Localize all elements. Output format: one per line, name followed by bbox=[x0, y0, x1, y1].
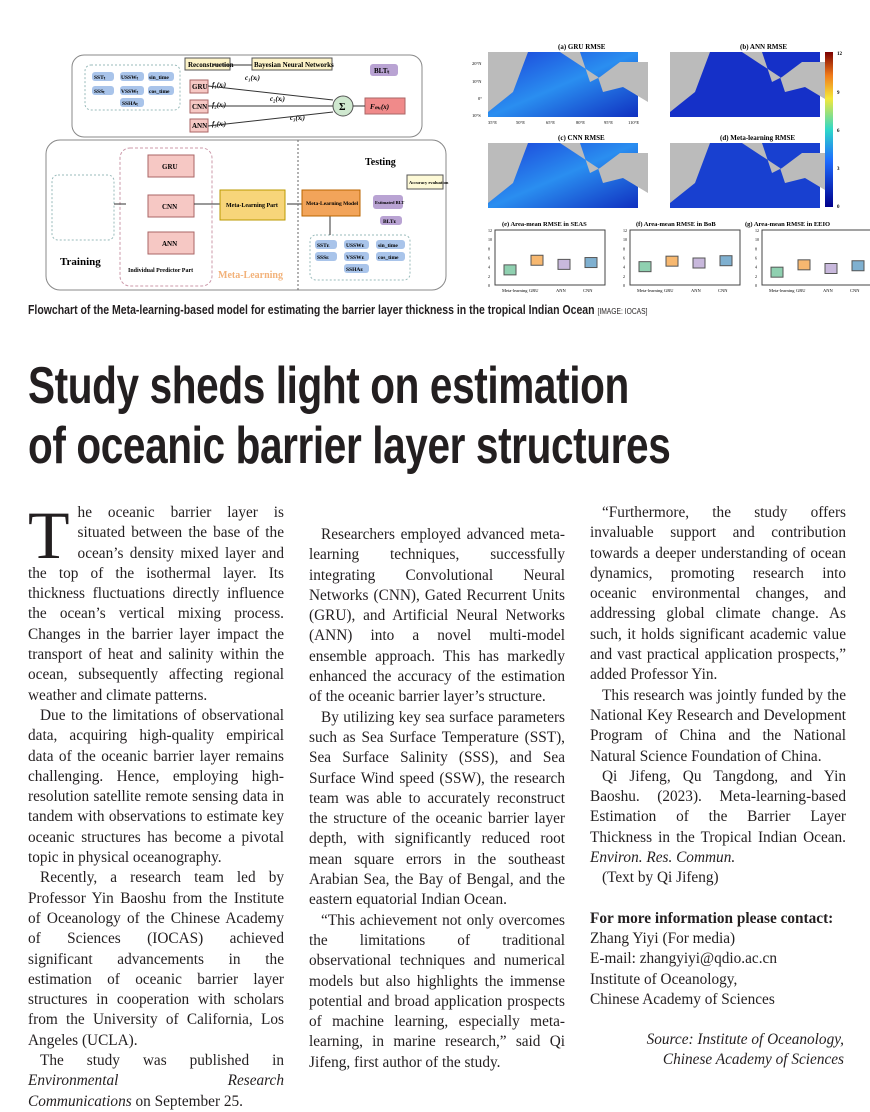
flowchart bbox=[46, 55, 449, 290]
boxplot-category: GRU bbox=[796, 288, 806, 293]
boxplot-category: GRU bbox=[529, 288, 539, 293]
boxplot-box bbox=[531, 255, 543, 265]
boxplot-ytick: 8 bbox=[488, 246, 490, 252]
boxplot-category: Meta-learning bbox=[769, 288, 795, 293]
journal-name: Environmental Research Communications bbox=[28, 1072, 284, 1110]
boxplot-category: CNN bbox=[718, 288, 728, 293]
svg-text:9: 9 bbox=[837, 91, 840, 96]
svg-text:(a) GRU RMSE: (a) GRU RMSE bbox=[558, 43, 606, 51]
svg-text:20°N: 20°N bbox=[472, 61, 482, 66]
svg-text:Training: Training bbox=[60, 256, 101, 268]
svg-text:USSWₜ: USSWₜ bbox=[121, 75, 139, 81]
rmse-maps bbox=[472, 43, 870, 293]
svg-text:VSSWₜ: VSSWₜ bbox=[121, 89, 139, 95]
paragraph: Due to the limitations of observational data, acquiring high-quality empirical data of the oceanic barrier layer remains challenging. Hence, employing high-resolution satellite remote sensing data in tandem with observations to estimate key oceanic structures has become a pivotal topic in physical oceanography. bbox=[28, 706, 284, 867]
input-vssw-e: VSSWᴇ bbox=[346, 255, 365, 261]
input-sss-e: SSSᴇ bbox=[317, 255, 329, 261]
contact-org-2: Chinese Academy of Sciences bbox=[590, 990, 775, 1008]
paragraph: Recently, a research team led by Professor Yin Baoshu from the Institute of Oceanology of the Chinese Academy of Sciences (IOCAS) achieved significant advancements in the estimation of oceanic barrier layer structures in cooperation with scholars from the University of California, Los Angeles (UCLA). bbox=[28, 869, 284, 1049]
image-credit: [IMAGE: IOCAS] bbox=[597, 307, 648, 316]
boxplot-category: ANN bbox=[691, 288, 701, 293]
svg-text:0: 0 bbox=[837, 205, 840, 210]
svg-text:(c) CNN RMSE: (c) CNN RMSE bbox=[558, 134, 605, 142]
boxplot-box bbox=[639, 262, 651, 272]
svg-text:Estimated BLT: Estimated BLT bbox=[375, 200, 405, 205]
svg-text:(e) Area-mean RMSE in SEAS: (e) Area-mean RMSE in SEAS bbox=[502, 221, 587, 228]
boxplot-ytick: 12 bbox=[755, 228, 759, 233]
svg-text:CNN: CNN bbox=[162, 203, 178, 211]
svg-text:GRU: GRU bbox=[192, 83, 208, 91]
boxplot-ytick: 6 bbox=[488, 255, 490, 261]
drop-cap: T bbox=[28, 497, 70, 573]
svg-text:(f) Area-mean RMSE in BoB: (f) Area-mean RMSE in BoB bbox=[636, 221, 716, 228]
figure-caption bbox=[28, 303, 648, 317]
boxplot-category: ANN bbox=[823, 288, 833, 293]
svg-text:6: 6 bbox=[837, 129, 840, 134]
article-column-3 bbox=[590, 503, 846, 1010]
svg-text:SSHAₜ: SSHAₜ bbox=[122, 101, 138, 107]
source-credit: Source: Institute of Oceanology, Chinese Academy of Sciences bbox=[646, 1031, 844, 1069]
boxplot-ytick: 0 bbox=[488, 283, 490, 288]
boxplot-ytick: 2 bbox=[755, 273, 757, 279]
headline-line-2: of oceanic barrier layer structures bbox=[28, 417, 671, 475]
svg-text:(b) ANN RMSE: (b) ANN RMSE bbox=[740, 43, 788, 51]
contact-org: Institute of Oceanology, bbox=[590, 970, 738, 988]
boxplot-category: CNN bbox=[850, 288, 860, 293]
boxplot-category: ANN bbox=[556, 288, 566, 293]
boxplot-box bbox=[666, 256, 678, 266]
paragraph: “Furthermore, the study offers invaluable support and contribution towards a deeper understanding of ocean dynamics, promoting research into oceanic environmental changes, and addressing global climate change. As such, it holds significant academic value and vast practical application prospects,” added Professor Yin. bbox=[590, 504, 846, 684]
caption-text: Flowchart of the Meta-learning-based model for estimating the barrier layer thickness in the tropical Indian Ocean bbox=[28, 303, 595, 317]
svg-text:c₃(xᵢ): c₃(xᵢ) bbox=[290, 114, 305, 122]
svg-text:ANN: ANN bbox=[162, 240, 178, 248]
svg-text:3: 3 bbox=[837, 167, 840, 172]
svg-text:f₂(xᵢ): f₂(xᵢ) bbox=[212, 101, 227, 109]
journal-abbrev: Environ. Res. Commun. bbox=[590, 849, 736, 867]
boxplot-ytick: 2 bbox=[623, 273, 625, 279]
svg-text:(g) Area-mean RMSE in EEIO: (g) Area-mean RMSE in EEIO bbox=[745, 221, 831, 228]
boxplot-box bbox=[825, 264, 837, 274]
svg-text:c₁(xᵢ): c₁(xᵢ) bbox=[245, 74, 260, 82]
boxplot-ytick: 12 bbox=[623, 228, 627, 233]
input-ssha-e: SSHAᴇ bbox=[346, 267, 364, 273]
boxplot-box bbox=[852, 261, 864, 271]
paragraph: The study was published in Environmental Research Communications on September 25. bbox=[28, 1052, 284, 1110]
svg-text:c₂(xᵢ): c₂(xᵢ) bbox=[270, 95, 285, 103]
svg-text:Σ: Σ bbox=[339, 102, 346, 113]
svg-text:Reconstruction: Reconstruction bbox=[188, 61, 234, 69]
paragraph: Qi Jifeng, Qu Tangdong, and Yin Baoshu. (2023). Meta-learning-based Estimation of the Barrier Layer Thickness in the Tropical Indian Ocean. Environ. Res. Commun. bbox=[590, 767, 846, 867]
boxplot-box bbox=[504, 265, 516, 275]
article-column-2 bbox=[309, 525, 565, 1073]
boxplot-ytick: 8 bbox=[623, 246, 625, 252]
input-cos-time-e: cos_time bbox=[378, 255, 399, 261]
boxplot-ytick: 4 bbox=[755, 264, 757, 270]
boxplot-box bbox=[585, 258, 597, 268]
svg-text:ANN: ANN bbox=[192, 122, 208, 130]
svg-text:12: 12 bbox=[837, 52, 842, 57]
paragraph: This research was jointly funded by the National Key Research and Development Program of China and the National Natural Science Foundation of China. bbox=[590, 686, 846, 765]
svg-text:Meta-Learning Part: Meta-Learning Part bbox=[226, 203, 278, 209]
svg-text:Bayesian Neural Networks: Bayesian Neural Networks bbox=[254, 61, 334, 69]
boxplot-ytick: 6 bbox=[623, 255, 625, 261]
headline-line-1: Study sheds light on estimation bbox=[28, 357, 629, 415]
svg-text:Accuracy evaluation: Accuracy evaluation bbox=[409, 180, 449, 185]
boxplot-category: Meta-learning bbox=[502, 288, 528, 293]
svg-text:f₃(xᵢ): f₃(xᵢ) bbox=[212, 120, 227, 128]
boxplot-ytick: 4 bbox=[488, 264, 490, 270]
boxplot-category: GRU bbox=[664, 288, 674, 293]
paragraph: Researchers employed advanced meta-learning techniques, successfully integrating Convolutional Neural Networks (CNN), Gated Recurrent Units (GRU), and Artificial Neural Networks (ANN) into a novel multi-model ensemble approach. This has markedly enhanced the accuracy of the estimation of the oceanic barrier layer’s structure. bbox=[309, 526, 565, 706]
boxplot-ytick: 4 bbox=[623, 264, 625, 270]
paragraph: By utilizing key sea surface parameters such as Sea Surface Temperature (SST), Sea Surface Salinity (SSS), and Sea Surface Wind speed (SSW), the research team was able to accurately reconstruct the structure of the oceanic barrier layer depth, with significantly reduced root mean square errors in the southeast Arabian Sea, the Bay of Bengal, and the eastern equatorial Indian Ocean. bbox=[309, 708, 565, 909]
svg-text:10°N: 10°N bbox=[472, 79, 482, 84]
svg-text:(d) Meta-learning RMSE: (d) Meta-learning RMSE bbox=[720, 134, 796, 142]
boxplot-ytick: 8 bbox=[755, 246, 757, 252]
svg-text:10°S: 10°S bbox=[472, 113, 481, 118]
text-credit: (Text by Qi Jifeng) bbox=[602, 869, 719, 887]
contact-block bbox=[590, 909, 846, 1010]
contact-name: Zhang Yiyi (For media) bbox=[590, 929, 736, 947]
svg-text:Meta-Learning Model: Meta-Learning Model bbox=[306, 201, 359, 207]
svg-text:GRU: GRU bbox=[162, 163, 178, 171]
svg-text:SSSₜ: SSSₜ bbox=[94, 89, 105, 95]
svg-text:sin_time: sin_time bbox=[149, 75, 169, 81]
headline bbox=[28, 356, 670, 476]
svg-text:cos_time: cos_time bbox=[149, 89, 170, 95]
input-sin-time-e: sin_time bbox=[378, 243, 398, 249]
svg-text:Fₘₑ(x): Fₘₑ(x) bbox=[370, 103, 390, 111]
boxplot-ytick: 2 bbox=[488, 273, 490, 279]
svg-text:BLTₜ: BLTₜ bbox=[374, 67, 390, 75]
boxplot-category: Meta-learning bbox=[637, 288, 663, 293]
boxplot-box bbox=[558, 259, 570, 269]
svg-text:0°: 0° bbox=[478, 96, 483, 101]
svg-text:f₁(xᵢ): f₁(xᵢ) bbox=[212, 81, 227, 89]
input-ussw-e: USSWᴇ bbox=[346, 243, 365, 249]
svg-text:Meta-Learning: Meta-Learning bbox=[218, 270, 283, 281]
boxplot-ytick: 10 bbox=[488, 237, 492, 243]
boxplot-box bbox=[720, 256, 732, 266]
boxplot-ytick: 12 bbox=[488, 228, 492, 233]
boxplot-ytick: 0 bbox=[623, 283, 625, 288]
boxplot-box bbox=[771, 267, 783, 277]
svg-text:95°E: 95°E bbox=[604, 120, 614, 125]
svg-text:CNN: CNN bbox=[192, 103, 208, 111]
svg-text:80°E: 80°E bbox=[576, 120, 586, 125]
contact-heading: For more information please contact: bbox=[590, 909, 834, 927]
boxplot-box bbox=[798, 260, 810, 270]
svg-text:SSTₜ: SSTₜ bbox=[94, 75, 106, 81]
svg-text:Testing: Testing bbox=[365, 157, 396, 168]
boxplot-box bbox=[693, 258, 705, 268]
boxplot-ytick: 6 bbox=[755, 255, 757, 261]
paragraph: “This achievement not only overcomes the limitations of traditional observational techniques and numerical models but also highlights the immense potential and broad application prospects of machine learning, especially meta-learning, in marine research,” said Qi Jifeng, first author of the study. bbox=[309, 911, 565, 1071]
input-sst-e: SSTᴇ bbox=[317, 243, 330, 249]
svg-text:BLTᴇ: BLTᴇ bbox=[383, 219, 397, 225]
article-column-1 bbox=[28, 497, 284, 1112]
paragraph: The oceanic barrier layer is situated between the base of the ocean’s density mixed layer and the top of the isothermal layer. Its thickness fluctuations directly influence the ocean’s vertical mixing process. Changes in the barrier layer impact the transport of heat and salinity within the ocean, subsequently affecting regional weather and climate patterns. bbox=[28, 497, 284, 704]
svg-text:Individual Predictor Part: Individual Predictor Part bbox=[128, 268, 194, 274]
boxplot-ytick: 10 bbox=[623, 237, 627, 243]
svg-text:35°E: 35°E bbox=[488, 120, 498, 125]
contact-email: E-mail: zhangyiyi@qdio.ac.cn bbox=[590, 950, 777, 968]
boxplot-ytick: 0 bbox=[755, 283, 757, 288]
article-figure bbox=[40, 40, 860, 295]
svg-text:50°E: 50°E bbox=[516, 120, 526, 125]
svg-text:65°E: 65°E bbox=[546, 120, 556, 125]
boxplot-category: CNN bbox=[583, 288, 593, 293]
boxplot-ytick: 10 bbox=[755, 237, 759, 243]
svg-text:110°E: 110°E bbox=[628, 120, 640, 125]
